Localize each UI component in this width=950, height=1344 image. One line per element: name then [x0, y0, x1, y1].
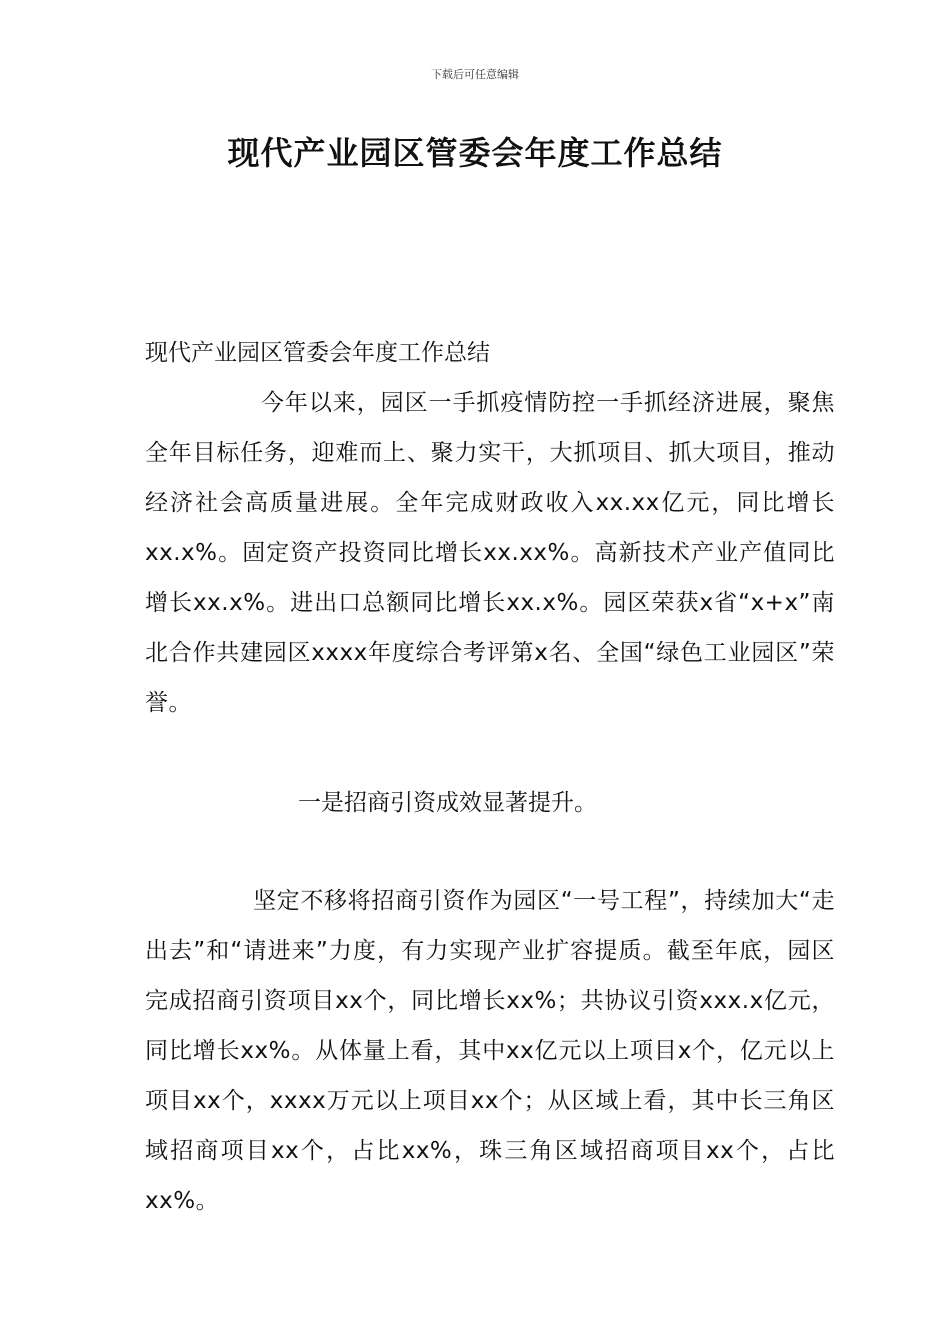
- header-note: 下载后可任意编辑: [431, 68, 519, 81]
- document-title: 现代产业园区管委会年度工作总结: [227, 134, 723, 172]
- document-body: [145, 328, 835, 1226]
- section-paragraph: 坚定不移将招商引资作为园区“一号工程”，持续加大“走出去”和“请进来”力度，有力实现产业扩容提质。截至年底，园区完成招商引资项目xx个，同比增长xx%；共协议引资xxx.x亿元，同比增长xx%。从体量上看，其中xx亿元以上项目x个，亿元以上项目xx个，xxxx万元以上项目xx个；从区域上看，其中长三角区域招商项目xx个，占比xx%，珠三角区域招商项目xx个，占比xx%。: [145, 888, 835, 1214]
- section-heading: 一是招商引资成效显著提升。: [298, 790, 597, 816]
- document-subtitle: 现代产业园区管委会年度工作总结: [145, 340, 490, 366]
- intro-paragraph: 今年以来，园区一手抓疫情防控一手抓经济进展，聚焦全年目标任务，迎难而上、聚力实干，大抓项目、抓大项目，推动经济社会高质量进展。全年完成财政收入xx.xx亿元，同比增长xx.x%。固定资产投资同比增长xx.xx%。高新技术产业产值同比增长xx.x%。进出口总额同比增长xx.x%。园区荣获x省“x+x”南北合作共建园区xxxx年度综合考评第x名、全国“绿色工业园区”荣誉。: [145, 390, 835, 716]
